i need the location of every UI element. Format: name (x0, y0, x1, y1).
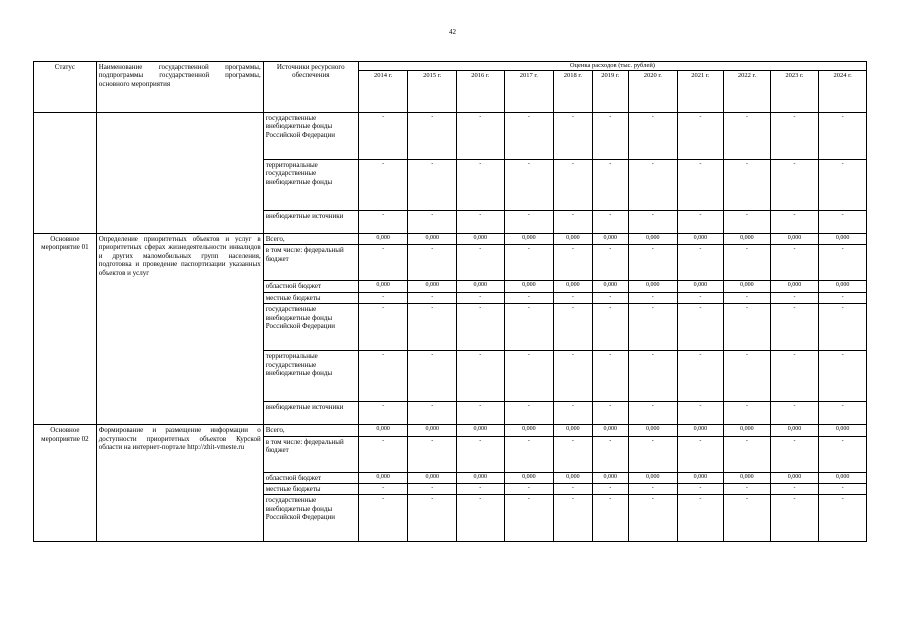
value-cell: - (770, 402, 819, 425)
value-cell: - (629, 483, 678, 494)
value-cell: 0,000 (504, 425, 554, 436)
value-cell: - (408, 483, 457, 494)
value-cell: - (819, 304, 867, 351)
value-cell: - (629, 113, 678, 160)
value-cell: 0,000 (724, 425, 771, 436)
table-row (34, 425, 867, 436)
value-cell: 0,000 (724, 234, 771, 245)
value-cell: - (724, 292, 771, 303)
value-cell: - (358, 211, 408, 234)
value-cell: 0,000 (408, 281, 457, 292)
value-cell: - (724, 402, 771, 425)
value-cell: - (457, 495, 505, 542)
value-cell: - (770, 483, 819, 494)
value-cell: - (592, 292, 628, 303)
funding-source-cell: областной бюджет (263, 472, 358, 483)
value-cell: 0,000 (770, 425, 819, 436)
value-cell: 0,000 (724, 281, 771, 292)
value-cell: - (408, 160, 457, 211)
value-cell: 0,000 (592, 281, 628, 292)
value-cell: - (770, 436, 819, 472)
year-header: 2018 г. (554, 70, 592, 112)
value-cell: 0,000 (457, 281, 505, 292)
value-cell: 0,000 (592, 425, 628, 436)
value-cell: - (358, 113, 408, 160)
value-cell: 0,000 (504, 281, 554, 292)
value-cell: - (457, 436, 505, 472)
status-cell: Основное мероприятие 01 (34, 234, 97, 425)
value-cell: - (770, 245, 819, 281)
value-cell: - (408, 351, 457, 402)
value-cell: - (592, 483, 628, 494)
funding-source-cell: в том числе: федеральный бюджет (263, 245, 358, 281)
value-cell: - (504, 304, 554, 351)
funding-source-cell: областной бюджет (263, 281, 358, 292)
value-cell: 0,000 (770, 234, 819, 245)
value-cell: - (677, 483, 724, 494)
value-cell: - (677, 351, 724, 402)
value-cell: - (677, 495, 724, 542)
status-cell: Основное мероприятие 02 (34, 425, 97, 542)
value-cell: - (819, 113, 867, 160)
funding-source-cell: в том числе: федеральный бюджет (263, 436, 358, 472)
table-row (34, 234, 867, 245)
value-cell: - (819, 292, 867, 303)
value-cell: - (724, 351, 771, 402)
year-header: 2023 г. (770, 70, 819, 112)
value-cell: 0,000 (629, 472, 678, 483)
funding-source-cell: территориальные государственные внебюджетные фонды (263, 160, 358, 211)
funding-source-cell: территориальные государственные внебюджетные фонды (263, 351, 358, 402)
value-cell: - (358, 304, 408, 351)
value-cell: - (457, 245, 505, 281)
value-cell: - (629, 351, 678, 402)
value-cell: - (819, 436, 867, 472)
value-cell: - (358, 483, 408, 494)
value-cell: 0,000 (554, 425, 592, 436)
value-cell: - (724, 113, 771, 160)
page-number: 42 (449, 28, 456, 36)
value-cell: - (554, 245, 592, 281)
value-cell: - (819, 245, 867, 281)
year-header: 2022 г. (724, 70, 771, 112)
value-cell: - (677, 292, 724, 303)
expense-estimate-header: Оценка расходов (тыс. рублей) (358, 62, 866, 71)
status-header: Статус (34, 62, 97, 113)
year-header: 2024 г. (819, 70, 867, 112)
program-name-header: Наименование государственной программы, подпрограммы государственной программы, основного мероприятия (96, 62, 263, 113)
value-cell: - (358, 351, 408, 402)
value-cell: 0,000 (358, 234, 408, 245)
value-cell: - (819, 495, 867, 542)
value-cell: - (408, 113, 457, 160)
status-cell (34, 113, 97, 234)
value-cell: - (504, 436, 554, 472)
value-cell: - (592, 160, 628, 211)
value-cell: - (554, 160, 592, 211)
value-cell: 0,000 (629, 425, 678, 436)
table-header (34, 62, 867, 113)
value-cell: - (629, 495, 678, 542)
value-cell: - (504, 245, 554, 281)
value-cell: - (358, 495, 408, 542)
year-header: 2021 г. (677, 70, 724, 112)
value-cell: - (677, 436, 724, 472)
value-cell: 0,000 (819, 425, 867, 436)
budget-table (33, 61, 867, 542)
value-cell: - (504, 351, 554, 402)
value-cell: - (554, 304, 592, 351)
funding-source-cell: Всего, (263, 234, 358, 245)
value-cell: - (457, 402, 505, 425)
value-cell: - (677, 304, 724, 351)
value-cell: - (629, 304, 678, 351)
value-cell: 0,000 (504, 472, 554, 483)
funding-sources-header: Источники ресурсного обеспечения (263, 62, 358, 113)
value-cell: - (592, 402, 628, 425)
value-cell: - (554, 211, 592, 234)
value-cell: - (408, 402, 457, 425)
value-cell: - (554, 436, 592, 472)
value-cell: - (408, 292, 457, 303)
program-name-cell: Определение приоритетных объектов и услуг в приоритетных сферах жизнедеятельности инвалидов и других маломобильных групп населения, подготовка и проведение паспортизации указанных объектов и услуг (96, 234, 263, 425)
value-cell: - (457, 292, 505, 303)
value-cell: 0,000 (724, 472, 771, 483)
value-cell: - (629, 436, 678, 472)
value-cell: - (724, 245, 771, 281)
value-cell: - (358, 436, 408, 472)
year-header: 2017 г. (504, 70, 554, 112)
value-cell: - (592, 211, 628, 234)
value-cell: - (358, 160, 408, 211)
value-cell: 0,000 (457, 425, 505, 436)
value-cell: - (770, 351, 819, 402)
value-cell: - (770, 495, 819, 542)
value-cell: 0,000 (554, 281, 592, 292)
year-header: 2020 г. (629, 70, 678, 112)
value-cell: 0,000 (408, 425, 457, 436)
value-cell: - (457, 211, 505, 234)
value-cell: - (770, 160, 819, 211)
program-name-cell (96, 113, 263, 234)
value-cell: 0,000 (677, 281, 724, 292)
year-header: 2015 г. (408, 70, 457, 112)
value-cell: 0,000 (358, 472, 408, 483)
value-cell: - (770, 304, 819, 351)
value-cell: 0,000 (408, 472, 457, 483)
value-cell: - (358, 245, 408, 281)
value-cell: - (770, 113, 819, 160)
funding-source-cell: местные бюджеты (263, 292, 358, 303)
funding-source-cell: Всего, (263, 425, 358, 436)
value-cell: - (677, 113, 724, 160)
value-cell: - (819, 483, 867, 494)
value-cell: 0,000 (677, 425, 724, 436)
funding-source-cell: государственные внебюджетные фонды Российской Федерации (263, 304, 358, 351)
value-cell: - (629, 292, 678, 303)
year-header: 2014 г. (358, 70, 408, 112)
value-cell: - (724, 211, 771, 234)
value-cell: 0,000 (554, 234, 592, 245)
value-cell: - (504, 211, 554, 234)
value-cell: - (408, 245, 457, 281)
value-cell: - (592, 351, 628, 402)
value-cell: - (819, 351, 867, 402)
value-cell: - (554, 351, 592, 402)
value-cell: 0,000 (819, 472, 867, 483)
funding-source-cell: внебюджетные источники (263, 211, 358, 234)
value-cell: 0,000 (770, 472, 819, 483)
value-cell: - (629, 211, 678, 234)
value-cell: - (457, 483, 505, 494)
value-cell: - (677, 160, 724, 211)
value-cell: 0,000 (358, 425, 408, 436)
value-cell: - (724, 436, 771, 472)
value-cell: - (358, 402, 408, 425)
value-cell: 0,000 (592, 472, 628, 483)
value-cell: - (504, 113, 554, 160)
value-cell: - (504, 292, 554, 303)
value-cell: - (554, 402, 592, 425)
program-name-cell: Формирование и размещение информации о доступности приоритетных объектов Курской области на интернет-портале http://zhit-vmeste.ru (96, 425, 263, 542)
funding-source-cell: государственные внебюджетные фонды Российской Федерации (263, 495, 358, 542)
value-cell: - (504, 402, 554, 425)
funding-source-cell: местные бюджеты (263, 483, 358, 494)
funding-source-cell: государственные внебюджетные фонды Российской Федерации (263, 113, 358, 160)
value-cell: 0,000 (629, 281, 678, 292)
value-cell: 0,000 (677, 472, 724, 483)
value-cell: - (457, 304, 505, 351)
value-cell: 0,000 (457, 472, 505, 483)
value-cell: - (554, 113, 592, 160)
value-cell: - (592, 113, 628, 160)
funding-source-cell: внебюджетные источники (263, 402, 358, 425)
value-cell: - (457, 351, 505, 402)
year-header: 2019 г. (592, 70, 628, 112)
value-cell: 0,000 (819, 281, 867, 292)
value-cell: - (457, 160, 505, 211)
value-cell: - (724, 483, 771, 494)
value-cell: - (677, 245, 724, 281)
value-cell: 0,000 (592, 234, 628, 245)
table-row (34, 113, 867, 160)
value-cell: 0,000 (770, 281, 819, 292)
value-cell: - (677, 402, 724, 425)
value-cell: - (770, 211, 819, 234)
value-cell: - (819, 211, 867, 234)
value-cell: - (408, 304, 457, 351)
value-cell: - (629, 160, 678, 211)
value-cell: - (592, 304, 628, 351)
value-cell: 0,000 (457, 234, 505, 245)
value-cell: - (554, 483, 592, 494)
value-cell: 0,000 (819, 234, 867, 245)
value-cell: - (504, 483, 554, 494)
value-cell: - (504, 495, 554, 542)
value-cell: - (724, 160, 771, 211)
value-cell: - (819, 160, 867, 211)
value-cell: - (554, 292, 592, 303)
value-cell: 0,000 (629, 234, 678, 245)
value-cell: 0,000 (554, 472, 592, 483)
value-cell: 0,000 (677, 234, 724, 245)
value-cell: 0,000 (408, 234, 457, 245)
value-cell: - (592, 245, 628, 281)
value-cell: - (724, 304, 771, 351)
value-cell: - (592, 495, 628, 542)
value-cell: - (408, 211, 457, 234)
value-cell: - (724, 495, 771, 542)
value-cell: - (504, 160, 554, 211)
value-cell: - (408, 436, 457, 472)
value-cell: - (592, 436, 628, 472)
year-header: 2016 г. (457, 70, 505, 112)
value-cell: 0,000 (358, 281, 408, 292)
value-cell: - (629, 245, 678, 281)
value-cell: - (457, 113, 505, 160)
table-body (34, 113, 867, 542)
value-cell: - (770, 292, 819, 303)
value-cell: - (819, 402, 867, 425)
value-cell: - (408, 495, 457, 542)
value-cell: 0,000 (504, 234, 554, 245)
value-cell: - (358, 292, 408, 303)
value-cell: - (677, 211, 724, 234)
value-cell: - (554, 495, 592, 542)
value-cell: - (629, 402, 678, 425)
